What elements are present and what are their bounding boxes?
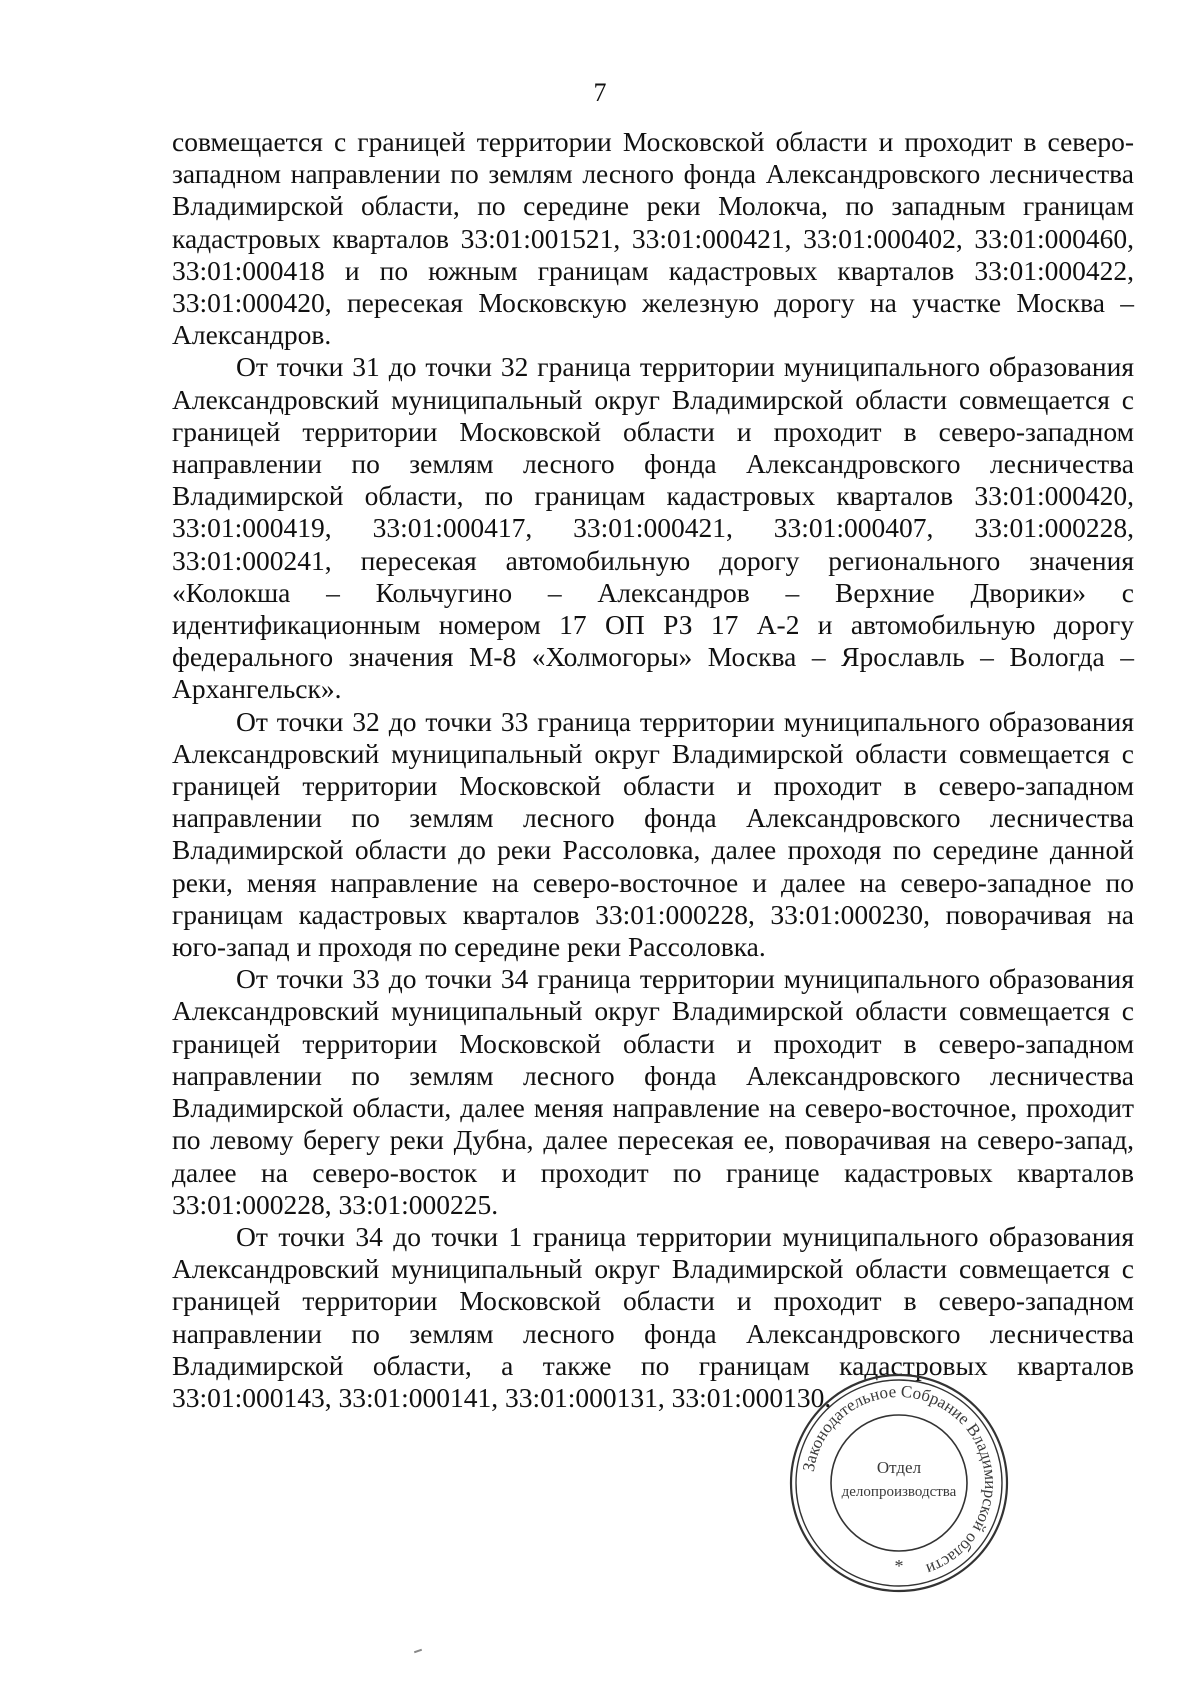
paragraph-point-34-1: От точки 34 до точки 1 граница территории муниципального образования Александровский муниципальный округ Владимирской области совмещается с границей территории Московской области и проходит в северо-западном направлении по землям лесного фонда Александровского лесничества Владимирской области, а также по границам кадастровых кварталов 33:01:000143, 33:01:000141, 33:01:000131, 33:01:000130. (172, 1220, 1134, 1413)
paragraph-point-31-32: От точки 31 до точки 32 граница территории муниципального образования Александровский муниципальный округ Владимирской области совмещается с границей территории Московской области и проходит в северо-западном направлении по землям лесного фонда Александровского лесничества Владимирской области, по границам кадастровых кварталов 33:01:000420, 33:01:000419, 33:01:000417, 33:01:000421, 33:01:000407, 33:01:000228, 33:01:000241, пересекая автомобильную дорогу регионального значения «Колокша – Кольчугино – Александров – Верхние Дворики» с идентификационным номером 17 ОП РЗ 17 А-2 и автомобильную дорогу федерального значения М-8 «Холмогоры» Москва – Ярославль – Вологда – Архангельск». (172, 351, 1134, 705)
stamp-ring-text: Законодательное Собрание Владимирской области (798, 1381, 1001, 1580)
document-body (172, 126, 1134, 1414)
stamp-star: * (894, 1556, 904, 1576)
stamp-line-1: Отдел (876, 1458, 922, 1477)
paragraph-point-32-33: От точки 32 до точки 33 граница территории муниципального образования Александровский муниципальный округ Владимирской области совмещается с границей территории Московской области и проходит в северо-западном направлении по землям лесного фонда Александровского лесничества Владимирской области до реки Рассоловка, далее проходя по середине данной реки, меняя направление на северо-восточное и далее на северо-западное по границам кадастровых кварталов 33:01:000228, 33:01:000230, поворачивая на юго-запад и проходя по середине реки Рассоловка. (172, 705, 1134, 963)
paragraph-point-33-34: От точки 33 до точки 34 граница территории муниципального образования Александровский муниципальный округ Владимирской области совмещается с границей территории Московской области и проходит в северо-западном направлении по землям лесного фонда Александровского лесничества Владимирской области, далее меняя направление на северо-восточное, проходит по левому берегу реки Дубна, далее пересекая ее, поворачивая на северо-запад, далее на северо-восток и проходит по границе кадастровых кварталов 33:01:000228, 33:01:000225. (172, 963, 1134, 1220)
stamp-line-2: делопроизводства (841, 1484, 957, 1500)
office-stamp (786, 1370, 1012, 1596)
page-number: 7 (593, 78, 607, 107)
scan-speck (414, 1649, 422, 1654)
paragraph-continuation: совмещается с границей территории Московской области и проходит в северо-западном направлении по землям лесного фонда Александровского лесничества Владимирской области, по середине реки Молокча, по западным границам кадастровых кварталов 33:01:001521, 33:01:000421, 33:01:000402, 33:01:000460, 33:01:000418 и по южным границам кадастровых кварталов 33:01:000422, 33:01:000420, пересекая Московскую железную дорогу на участке Москва – Александров. (172, 126, 1134, 351)
stamp-seal-graphic (786, 1370, 1012, 1596)
